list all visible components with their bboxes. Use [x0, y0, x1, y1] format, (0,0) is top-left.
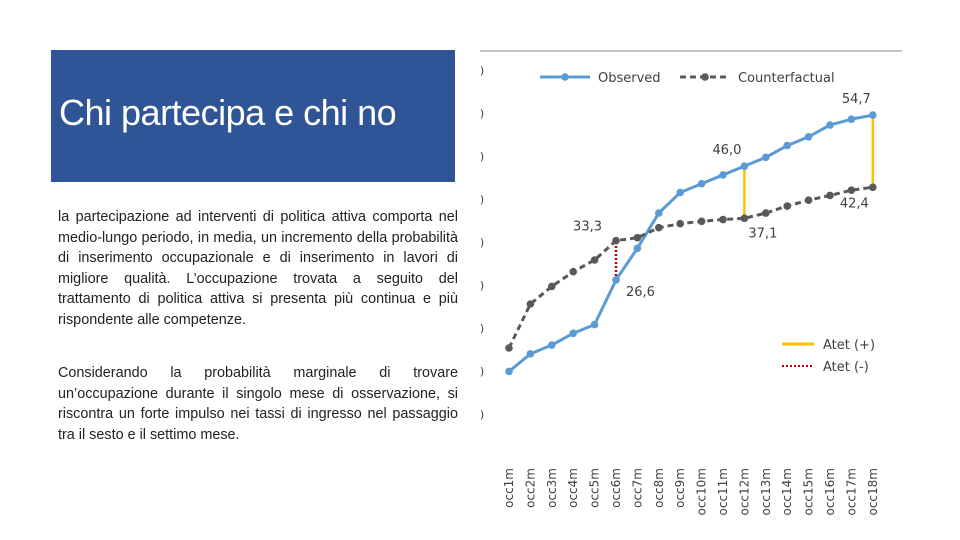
- x-tick-label: occ11m: [716, 468, 730, 516]
- x-tick-label: occ15m: [801, 468, 816, 516]
- data-point-observed: [634, 244, 642, 252]
- data-point-counterfactual: [783, 202, 791, 210]
- y-tick-label: ): [479, 64, 485, 77]
- data-point-observed: [741, 162, 749, 170]
- data-point-observed: [826, 121, 834, 129]
- data-point-observed: [527, 350, 535, 358]
- data-point-counterfactual: [591, 256, 599, 264]
- data-label: 37,1: [748, 226, 778, 242]
- x-tick-label: occ3m: [544, 468, 559, 508]
- data-point-observed: [848, 115, 856, 123]
- data-point-counterfactual: [634, 234, 642, 242]
- data-label: 33,3: [573, 219, 602, 235]
- x-tick-label: occ13m: [758, 468, 773, 516]
- legend-label: Observed: [598, 71, 661, 86]
- data-label: 54,7: [841, 92, 871, 108]
- y-tick-label: ): [479, 408, 485, 421]
- y-tick-label: ): [479, 193, 485, 206]
- legend-marker: [701, 73, 709, 81]
- data-point-counterfactual: [505, 344, 513, 352]
- data-point-counterfactual: [698, 217, 706, 225]
- legend-label-atet: Atet (+): [823, 338, 876, 353]
- paragraph-1: la partecipazione ad interventi di politica attiva comporta nel medio-lungo periodo, in media, un incremento della probabilità di inserimento occupazionale e di inserimento in lavori di migliore qualità. L’occupazione trovata a seguito del trattamento di politica attiva si presenta più continua e più rispondente alle competenze.: [58, 209, 458, 328]
- data-point-observed: [548, 341, 556, 349]
- data-point-observed: [805, 133, 813, 141]
- x-tick-label: occ18m: [865, 468, 880, 516]
- data-point-observed: [612, 276, 620, 284]
- line-chart: [462, 44, 912, 534]
- paragraph-2: Considerando la probabilità marginale di trovare un’occupazione durante il singolo mese di osservazione, si riscontra un forte impulso nei tassi di ingresso nel passaggio tra il sesto e il settimo mese.: [58, 365, 458, 443]
- data-point-observed: [719, 171, 727, 179]
- data-point-observed: [569, 330, 577, 338]
- data-point-counterfactual: [527, 300, 535, 308]
- y-tick-label: ): [479, 365, 485, 378]
- data-point-observed: [505, 368, 513, 376]
- data-point-counterfactual: [762, 209, 770, 217]
- data-point-counterfactual: [548, 283, 556, 291]
- data-point-observed: [655, 209, 663, 217]
- data-point-counterfactual: [826, 192, 834, 200]
- legend-label-atet: Atet (-): [823, 360, 869, 375]
- x-tick-label: occ9m: [673, 468, 688, 508]
- data-point-counterfactual: [676, 220, 684, 228]
- data-point-observed: [591, 321, 599, 329]
- legend-marker: [561, 73, 569, 81]
- x-tick-label: occ6m: [609, 468, 623, 508]
- slide-title: Chi partecipa e chi no: [59, 92, 397, 133]
- x-tick-label: occ4m: [566, 468, 581, 508]
- x-tick-label: occ17m: [844, 468, 859, 516]
- x-tick-label: occ14m: [780, 468, 795, 516]
- data-point-observed: [869, 111, 877, 119]
- y-tick-label: ): [479, 236, 485, 249]
- data-point-counterfactual: [848, 186, 856, 194]
- x-tick-label: occ8m: [651, 468, 666, 508]
- data-point-counterfactual: [655, 224, 663, 232]
- x-tick-label: occ7m: [630, 468, 645, 508]
- data-point-counterfactual: [741, 215, 749, 223]
- data-label: 46,0: [712, 143, 742, 159]
- x-tick-label: occ1m: [502, 468, 516, 508]
- series-line-counterfactual: [509, 187, 873, 348]
- series-line-observed: [509, 115, 876, 371]
- data-point-counterfactual: [805, 196, 813, 204]
- data-point-observed: [676, 189, 684, 197]
- data-point-counterfactual: [612, 237, 620, 245]
- data-label: 26,6: [626, 284, 655, 300]
- data-point-counterfactual: [869, 183, 877, 191]
- data-point-counterfactual: [569, 268, 577, 276]
- title-box: [51, 50, 455, 182]
- x-tick-label: occ16m: [823, 468, 837, 516]
- data-point-observed: [783, 142, 791, 150]
- y-tick-label: ): [479, 279, 485, 292]
- legend-label: Counterfactual: [738, 71, 835, 86]
- x-tick-label: occ12m: [737, 468, 752, 516]
- x-tick-label: occ2m: [523, 468, 538, 508]
- y-tick-label: ): [479, 107, 485, 120]
- y-tick-label: ): [479, 322, 485, 335]
- data-point-counterfactual: [719, 216, 727, 224]
- data-point-observed: [698, 180, 706, 188]
- data-point-observed: [762, 154, 770, 162]
- chart-container: [462, 44, 912, 534]
- y-tick-label: ): [479, 150, 485, 163]
- x-tick-label: occ5m: [587, 468, 602, 508]
- x-tick-label: occ10m: [694, 468, 709, 516]
- data-label: 42,4: [839, 196, 869, 212]
